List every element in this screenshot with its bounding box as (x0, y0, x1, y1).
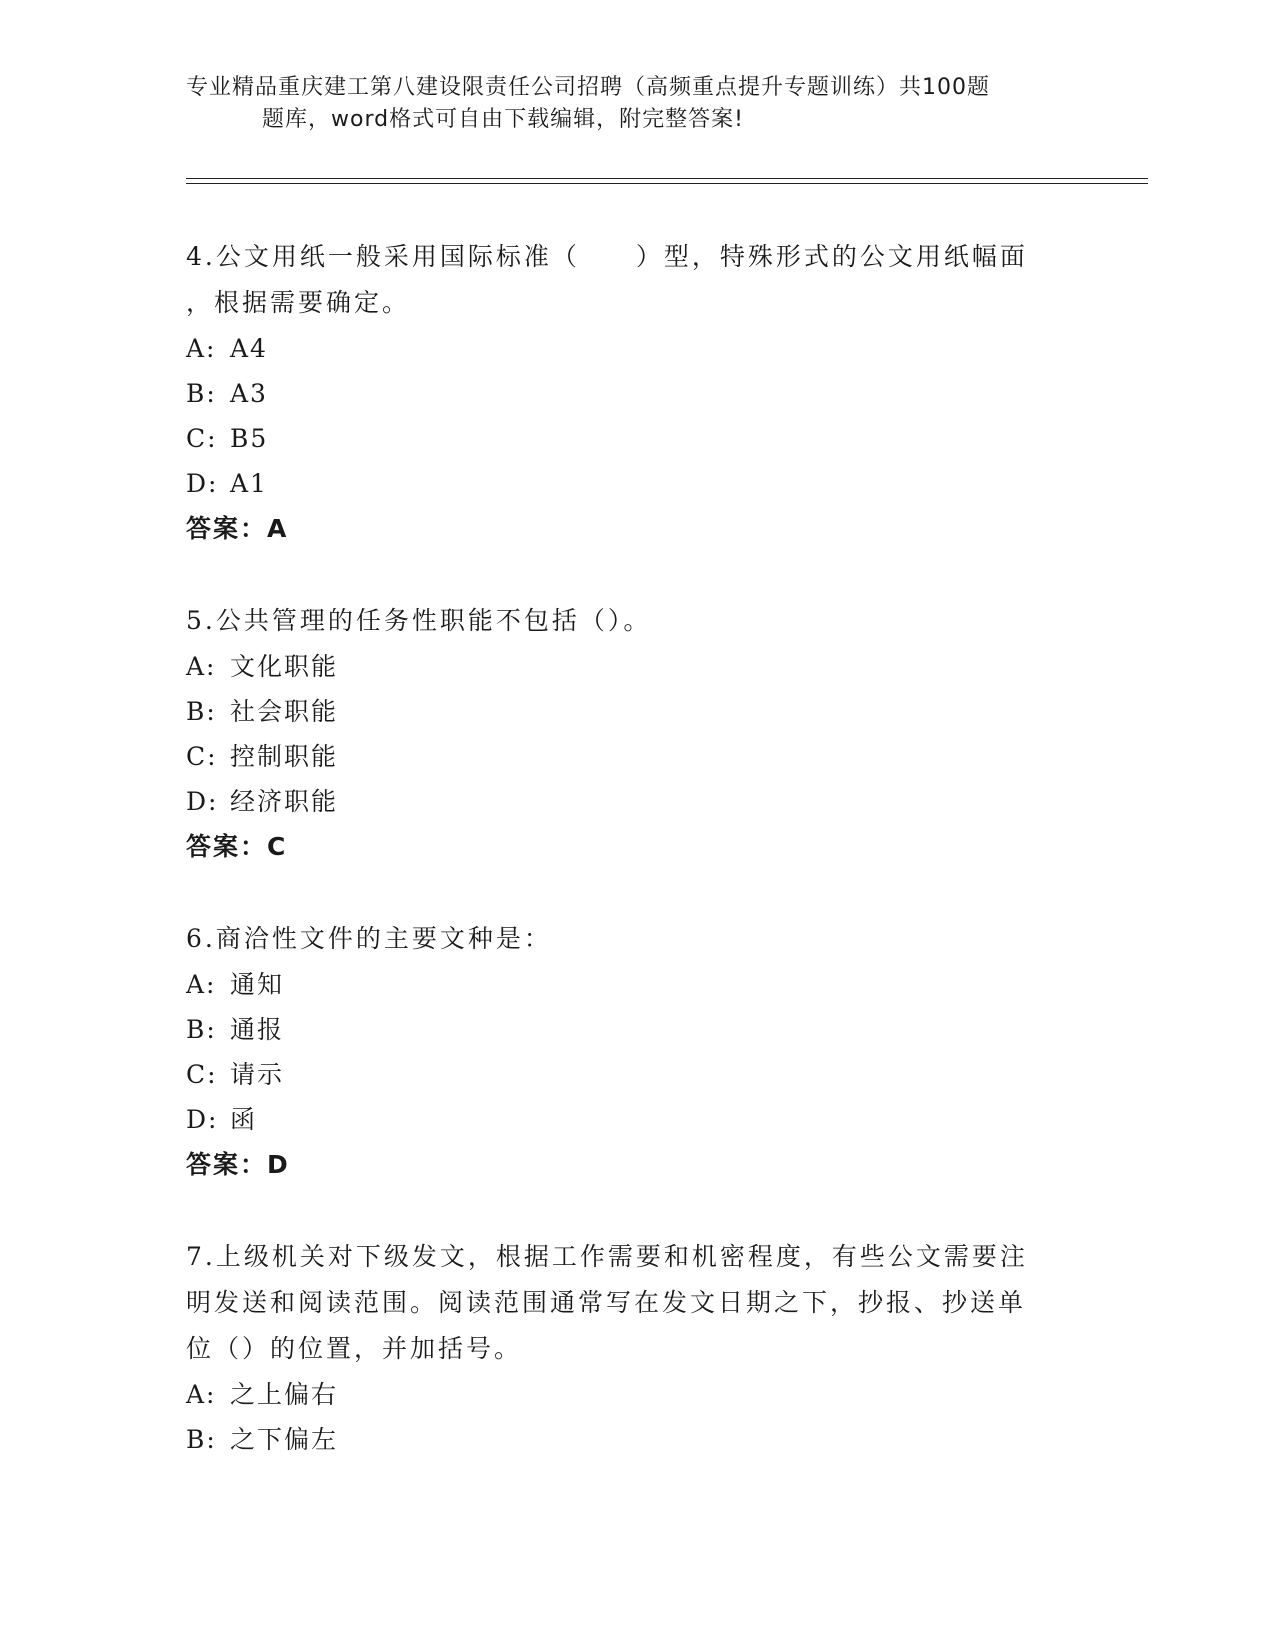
option-c (186, 416, 1066, 461)
option-letter: B: (186, 379, 217, 408)
option-letter: C: (186, 1060, 218, 1089)
option-text: 文化职能 (230, 652, 339, 681)
option-letter: C: (186, 424, 218, 453)
option-letter: A: (186, 652, 217, 681)
option-a (186, 644, 1066, 689)
option-letter: D: (186, 469, 219, 498)
header-title-line-1: 专业精品重庆建工第八建设限责任公司招聘（高频重点提升专题训练）共100题 (186, 75, 990, 100)
answer-line: 答案：A (186, 514, 289, 543)
question-text-line: 明发送和阅读范围。阅读范围通常写在发文日期之下，抄报、抄送单 (186, 1288, 1027, 1317)
question-text-line: ，根据需要确定。 (186, 288, 411, 317)
page-header (186, 72, 1066, 136)
answer-line: 答案：C (186, 832, 288, 861)
option-text: 之下偏左 (230, 1425, 339, 1454)
option-a (186, 962, 1066, 1007)
option-text: 之上偏右 (230, 1380, 339, 1409)
option-b (186, 1417, 1066, 1462)
option-d (186, 779, 1066, 824)
option-b (186, 1007, 1066, 1052)
question-text-line: 5.公共管理的任务性职能不包括（）。 (186, 606, 652, 635)
spacer (186, 870, 1066, 916)
option-text: 请示 (230, 1060, 285, 1089)
option-c (186, 1052, 1066, 1097)
spacer (186, 552, 1066, 598)
option-a (186, 326, 1066, 371)
option-text: A3 (230, 379, 268, 408)
option-d (186, 1097, 1066, 1142)
option-letter: A: (186, 1380, 217, 1409)
option-letter: B: (186, 697, 217, 726)
question-7 (186, 1234, 1066, 1462)
question-text-line: 7.上级机关对下级发文，根据工作需要和机密程度，有些公文需要注 (186, 1242, 1028, 1271)
option-b (186, 371, 1066, 416)
option-d (186, 461, 1066, 506)
option-text: A1 (230, 469, 268, 498)
option-text: 社会职能 (230, 697, 339, 726)
option-text: 控制职能 (230, 742, 339, 771)
option-b (186, 689, 1066, 734)
header-divider-bottom (186, 183, 1148, 184)
option-letter: C: (186, 742, 218, 771)
question-5 (186, 598, 1066, 870)
option-letter: B: (186, 1015, 217, 1044)
option-letter: A: (186, 970, 217, 999)
option-text: 经济职能 (230, 787, 339, 816)
question-text-line: 4.公文用纸一般采用国际标准（ ）型，特殊形式的公文用纸幅面 (186, 242, 1028, 271)
question-6 (186, 916, 1066, 1188)
option-text: A4 (230, 334, 268, 363)
option-letter: D: (186, 1105, 219, 1134)
spacer (186, 1188, 1066, 1234)
answer-line: 答案：D (186, 1150, 290, 1179)
option-letter: B: (186, 1425, 217, 1454)
option-letter: D: (186, 787, 219, 816)
option-text: 函 (230, 1105, 258, 1134)
option-text: 通报 (230, 1015, 285, 1044)
question-text-line: 6.商洽性文件的主要文种是： (186, 924, 552, 953)
header-title-line-2: 题库，word格式可自由下载编辑，附完整答案! (262, 107, 744, 132)
option-text: 通知 (230, 970, 285, 999)
question-list (186, 234, 1066, 1462)
question-4 (186, 234, 1066, 552)
option-a (186, 1372, 1066, 1417)
option-c (186, 734, 1066, 779)
option-letter: A: (186, 334, 217, 363)
header-divider-top (186, 178, 1148, 179)
option-text: B5 (230, 424, 269, 453)
question-text-line: 位（）的位置，并加括号。 (186, 1334, 523, 1363)
